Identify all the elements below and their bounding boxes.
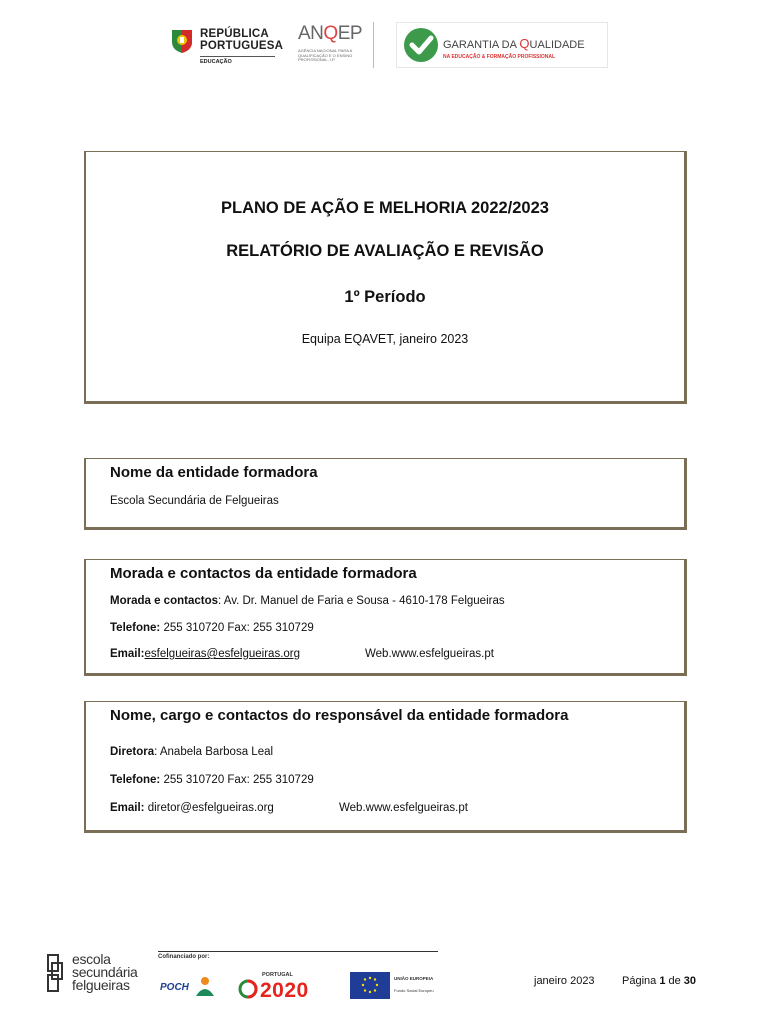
period-label: 1º Período (344, 288, 426, 306)
page-footer (0, 945, 770, 1005)
director-value: : Anabela Barbosa Leal (154, 746, 274, 758)
poch-label: POCH (160, 982, 189, 993)
republica-portuguesa-logo (170, 26, 284, 66)
responsible-phone-line (110, 774, 314, 786)
address-line (110, 595, 505, 607)
page-sep: de (665, 975, 684, 987)
escola-line3: felgueiras (72, 977, 130, 993)
garantia-qualidade-logo (396, 22, 608, 68)
escola-line2: secundária (72, 964, 138, 980)
responsible-section (84, 701, 687, 833)
entity-name: Escola Secundária de Felgueiras (110, 495, 279, 507)
republica-divider (200, 56, 275, 57)
portugal-2020-logo (238, 968, 330, 1004)
page-current: 1 (659, 975, 666, 987)
republica-line2: PORTUGUESA (200, 40, 284, 52)
responsible-phone-value: 255 310720 Fax: 255 310729 (160, 774, 314, 786)
republica-line3: EDUCAÇÃO (200, 59, 232, 65)
escola-line1: escola (72, 951, 111, 967)
eu-line2: Fundo Social Europeu (394, 988, 434, 993)
contacts-phone-value: 255 310720 Fax: 255 310729 (160, 622, 314, 634)
anqep-word-q: Q (323, 23, 338, 44)
contacts-phone-line (110, 622, 314, 634)
responsible-email-label: Email: (110, 802, 145, 814)
gq-line1 (443, 36, 585, 51)
address-label: Morada e contactos (110, 595, 218, 607)
poch-logo (158, 970, 220, 1002)
cofinancing-strip (158, 951, 438, 1001)
contacts-web: Web.www.esfelgueiras.pt (365, 648, 494, 660)
checkmark-seal-icon (403, 27, 439, 63)
responsible-heading: Nome, cargo e contactos do responsável da entidade formadora (110, 707, 569, 724)
responsible-email-line (110, 802, 274, 814)
entity-section (84, 458, 687, 530)
anqep-word-a: AN (298, 23, 324, 44)
poch-figure-icon (192, 976, 218, 998)
contacts-email-line (110, 648, 300, 660)
document-title: PLANO DE AÇÃO E MELHORIA 2022/2023 (221, 199, 549, 217)
gq-line2-a: NA (443, 54, 452, 60)
anqep-word-b: EP (337, 23, 363, 44)
director-line (110, 746, 273, 758)
gq-line2 (443, 54, 555, 60)
gq-line2-b: EDUCAÇÃO & FORMAÇÃO PROFISSIONAL (451, 54, 556, 60)
anqep-wordmark (298, 23, 362, 45)
republica-line1: REPÚBLICA (200, 28, 269, 40)
page-total: 30 (683, 975, 697, 987)
gq-line1-q: Q (519, 36, 530, 51)
entity-heading: Nome da entidade formadora (110, 464, 318, 481)
anqep-logo (296, 22, 374, 68)
anqep-subtitle: AGÊNCIA NACIONAL PARA A QUALIFICAÇÃO E O ENSINO PROFISSIONAL, I.P. (298, 48, 353, 63)
pt2020-small: PORTUGAL (262, 972, 293, 978)
page-header (0, 22, 770, 72)
pt2020-big: 2020 (260, 979, 309, 1002)
eu-logo (350, 972, 440, 1000)
portugal-shield-icon (170, 28, 194, 54)
contacts-phone-label: Telefone: (110, 622, 161, 634)
portugal-mark-icon (238, 978, 258, 1000)
page-number (622, 975, 696, 987)
eu-line1: UNIÃO EUROPEIA (394, 976, 434, 981)
gq-line1-a: GARANTIA DA (443, 39, 520, 51)
eu-flag-icon (350, 972, 390, 999)
director-label: Diretora (110, 746, 155, 758)
title-box (84, 151, 687, 404)
cofinancing-label: Cofinanciado por: (158, 954, 210, 960)
team-line: Equipa EQAVET, janeiro 2023 (301, 332, 469, 346)
responsible-email-value: diretor@esfelgueiras.org (144, 802, 274, 814)
contacts-heading: Morada e contactos da entidade formadora (110, 565, 417, 582)
contacts-email-link[interactable]: esfelgueiras@esfelgueiras.org (144, 648, 301, 660)
contacts-section (84, 559, 687, 676)
school-emblem-icon (46, 953, 74, 993)
page-prefix: Página (622, 975, 660, 987)
address-value: : Av. Dr. Manuel de Faria e Sousa - 4610-178 Felgueiras (218, 595, 505, 607)
responsible-web: Web.www.esfelgueiras.pt (339, 802, 468, 814)
footer-date: janeiro 2023 (534, 975, 595, 987)
escola-felgueiras-logo (46, 949, 152, 997)
gq-line1-b: UALIDADE (529, 39, 585, 51)
responsible-phone-label: Telefone: (110, 774, 161, 786)
contacts-email-label: Email: (110, 648, 145, 660)
document-subtitle: RELATÓRIO DE AVALIAÇÃO E REVISÃO (226, 242, 544, 260)
